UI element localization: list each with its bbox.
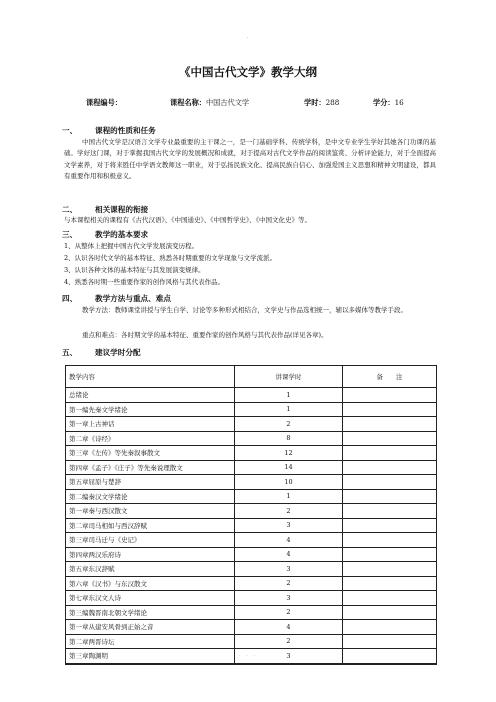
row-hours: 2 xyxy=(235,417,343,432)
empty-cell xyxy=(343,663,437,664)
row-hours: 3 xyxy=(235,591,343,606)
row-content: 第七章东汉文人诗 xyxy=(66,591,235,606)
row-content: 第三章司马迁与《史记》 xyxy=(66,533,235,548)
row-hours: 2 xyxy=(235,504,343,519)
row-notes xyxy=(343,446,437,461)
row-content: 第二编秦汉文学绪论 xyxy=(66,489,235,504)
row-hours: 3 xyxy=(235,649,343,664)
requirement-item: 2、认识各时代文学的基本特征、熟悉各时期重要的文学现象与文学流派。 xyxy=(64,254,277,262)
table-row xyxy=(66,634,437,649)
document-title: 《中国古代文学》教学大纲 xyxy=(179,65,317,79)
row-notes xyxy=(343,388,437,403)
table-header-row xyxy=(66,366,437,388)
hours-table xyxy=(65,365,437,665)
requirement-item: 4、熟悉各时期一些重要作家的创作风格与其代表作品。 xyxy=(64,278,225,286)
row-notes xyxy=(343,431,437,446)
row-content: 第四章《孟子》《庄子》等先秦说理散文 xyxy=(66,460,235,475)
row-hours: 4 xyxy=(235,620,343,635)
row-notes xyxy=(343,634,437,649)
course-hours: 学时：288 xyxy=(304,98,340,107)
row-content: 第二章两晋诗坛 xyxy=(66,634,235,649)
row-hours: 1 xyxy=(235,388,343,403)
row-notes xyxy=(343,460,437,475)
header-content: 教学内容 xyxy=(66,366,235,388)
key-points: 重点和难点：各时期文学的基本特征、重要作家的创作风格与其代表作品(详见各章)。 xyxy=(82,331,328,339)
table-row xyxy=(66,402,437,417)
row-content: 第六章《汉书》与东汉散文 xyxy=(66,576,235,591)
table-row xyxy=(66,417,437,432)
section-5-heading: 五、 建议学时分配 xyxy=(62,348,141,357)
row-hours: 10 xyxy=(235,475,343,490)
row-notes xyxy=(343,620,437,635)
requirement-item: 3、认识各种文体的基本特征与其发展演变规律。 xyxy=(64,266,205,274)
requirement-item: 1、从整体上把握中国古代文学发展演变历程。 xyxy=(64,242,199,250)
row-notes xyxy=(343,504,437,519)
table-row xyxy=(66,562,437,577)
row-content: 第三章陶渊明 xyxy=(66,649,235,664)
table-row xyxy=(66,576,437,591)
row-hours: 14 xyxy=(235,460,343,475)
row-notes xyxy=(343,518,437,533)
table-row xyxy=(66,388,437,403)
section-1-body: 中国古代文学是汉语言文学专业最重要的主干课之一，是一门基础学科、传统学科，是中文专业学生学好其她各门功课的基础。学好这门课，对于掌握我国古代文学的发展概况和成就，对于提高对古代文学作品的阅读鉴赏、分析评论能力，对于全面提高文学素养，对于将来胜任中学语文教师这一职业，对于弘扬民族文化、提高民族自信心、加强爱国主义思想和精神文明建设，都具有重要作用和积极意义。 xyxy=(64,138,436,180)
row-content: 总绪论 xyxy=(66,388,235,403)
row-notes xyxy=(343,533,437,548)
row-content: 第一章秦与西汉散文 xyxy=(66,504,235,519)
row-hours: 1 xyxy=(235,402,343,417)
table-row xyxy=(66,504,437,519)
row-hours: 2 xyxy=(235,634,343,649)
row-notes xyxy=(343,591,437,606)
table-row xyxy=(66,547,437,562)
row-content: 第三章《左传》等先秦叙事散文 xyxy=(66,446,235,461)
row-hours: 3 xyxy=(235,518,343,533)
row-content: 第五章屈原与楚辞 xyxy=(66,475,235,490)
empty-cell xyxy=(66,663,235,664)
page-mark-top: . xyxy=(247,34,249,40)
section-2-body: 与本课程相关的课程有《古代汉语》、《中国通史》、《中国哲学史》、《中国文化史》等。 xyxy=(64,216,311,224)
row-notes xyxy=(343,562,437,577)
table-row xyxy=(66,605,437,620)
table-row xyxy=(66,518,437,533)
row-notes xyxy=(343,475,437,490)
course-name: 课程名称：中国古代文学 xyxy=(170,98,250,107)
header-notes: 备 注 xyxy=(343,366,437,388)
table-row xyxy=(66,475,437,490)
row-notes xyxy=(343,576,437,591)
section-1-heading: 一、 课程的性质和任务 xyxy=(62,126,156,135)
row-notes xyxy=(343,605,437,620)
row-content: 第一章从建安风骨到正始之音 xyxy=(66,620,235,635)
row-content: 第二章司马相如与西汉辞赋 xyxy=(66,518,235,533)
row-notes xyxy=(343,402,437,417)
row-hours: 1 xyxy=(235,489,343,504)
table-empty-row xyxy=(66,663,437,664)
row-notes xyxy=(343,649,437,664)
row-content: 第一编先秦文学绪论 xyxy=(66,402,235,417)
row-hours: 4 xyxy=(235,547,343,562)
page-mark-bottom: . . . xyxy=(239,652,257,658)
section-4-heading: 四、 教学方法与重点、难点 xyxy=(62,294,171,303)
row-content: 第四章两汉乐府诗 xyxy=(66,547,235,562)
table-row xyxy=(66,431,437,446)
row-hours: 8 xyxy=(235,431,343,446)
section-2-heading: 二、 相关课程的衔接 xyxy=(62,205,149,214)
row-notes xyxy=(343,489,437,504)
table-row xyxy=(66,460,437,475)
row-hours: 3 xyxy=(235,562,343,577)
table-row xyxy=(66,446,437,461)
row-content: 第三编魏晋南北朝文学绪论 xyxy=(66,605,235,620)
row-notes xyxy=(343,417,437,432)
row-hours: 4 xyxy=(235,533,343,548)
header-hours: 讲课学时 xyxy=(235,366,343,388)
row-content: 第一章上古神话 xyxy=(66,417,235,432)
row-hours: 2 xyxy=(235,605,343,620)
row-notes xyxy=(343,547,437,562)
course-code: 课程编号： xyxy=(86,98,122,107)
table-row xyxy=(66,591,437,606)
row-hours: 2 xyxy=(235,576,343,591)
table-row xyxy=(66,489,437,504)
row-hours: 12 xyxy=(235,446,343,461)
course-credits: 学分：16 xyxy=(373,98,404,107)
empty-cell xyxy=(235,663,343,664)
table-row xyxy=(66,533,437,548)
table-row xyxy=(66,620,437,635)
row-content: 第二章《诗经》 xyxy=(66,431,235,446)
row-content: 第五章东汉辞赋 xyxy=(66,562,235,577)
section-3-heading: 三、 教学的基本要求 xyxy=(62,230,149,239)
teaching-method: 教学方法：教师课堂讲授与学生自学、讨论等多种形式相结合，文学史与作品选相统一，辅以多媒体等教学手段。 xyxy=(82,306,407,314)
